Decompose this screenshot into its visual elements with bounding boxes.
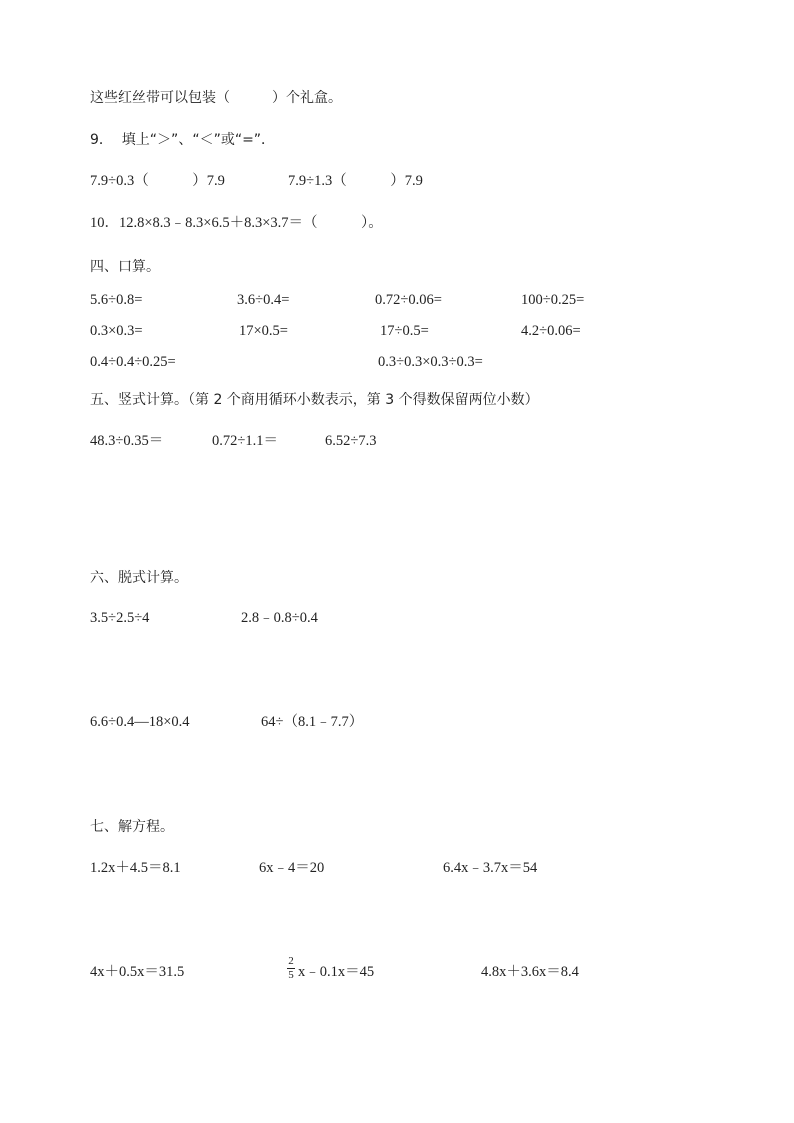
vertical-calc-item: 6.52÷7.3 — [325, 433, 377, 449]
vertical-calc-item: 48.3÷0.35＝ — [90, 433, 164, 449]
fraction-two-fifths — [287, 956, 295, 981]
step-calc-item: 6.6÷0.4—18×0.4 — [90, 714, 190, 730]
equation-item: 1.2x＋4.5＝8.1 — [90, 860, 181, 876]
section-6-title: 六、脱式计算。 — [90, 570, 188, 586]
oral-calc-item: 0.3×0.3= — [90, 323, 143, 339]
fraction-denominator: 5 — [288, 969, 294, 981]
oral-calc-item: 3.6÷0.4= — [237, 292, 290, 308]
oral-calc-item: 0.3÷0.3×0.3÷0.3= — [378, 354, 483, 370]
oral-calc-item: 17×0.5= — [239, 323, 288, 339]
equation-item: 4.8x＋3.6x＝8.4 — [481, 964, 579, 980]
q9-title: 9． 填上“＞”、“＜”或“=”． — [90, 132, 276, 148]
oral-calc-item: 0.4÷0.4÷0.25= — [90, 354, 176, 370]
equation-item: 6x﹣4＝20 — [259, 860, 325, 876]
section-4-title: 四、口算。 — [90, 259, 160, 275]
equation-item: x﹣0.1x＝45 — [298, 964, 375, 980]
equation-item: 6.4x﹣3.7x＝54 — [443, 860, 538, 876]
step-calc-item: 64÷（8.1﹣7.7） — [261, 714, 364, 730]
oral-calc-item: 4.2÷0.06= — [521, 323, 581, 339]
section-5-title: 五、竖式计算。（第 2 个商用循环小数表示，第 3 个得数保留两位小数） — [90, 392, 539, 408]
oral-calc-item: 17÷0.5= — [380, 323, 429, 339]
step-calc-item: 3.5÷2.5÷4 — [90, 610, 150, 626]
fraction-numerator: 2 — [288, 955, 294, 967]
oral-calc-item: 0.72÷0.06= — [375, 292, 442, 308]
section-7-title: 七、解方程。 — [90, 819, 174, 835]
oral-calc-item: 5.6÷0.8= — [90, 292, 143, 308]
q9-item-2: 7.9÷1.3（ ）7.9 — [288, 173, 423, 189]
vertical-calc-item: 0.72÷1.1＝ — [212, 433, 278, 449]
equation-item: 4x＋0.5x＝31.5 — [90, 964, 185, 980]
oral-calc-item: 100÷0.25= — [521, 292, 585, 308]
q10-text: 10．12.8×8.3﹣8.3×6.5＋8.3×3.7＝（ ）。 — [90, 215, 383, 231]
q9-item-1: 7.9÷0.3（ ）7.9 — [90, 173, 225, 189]
q8-tail-text: 这些红丝带可以包装（ ）个礼盒。 — [90, 90, 342, 106]
step-calc-item: 2.8﹣0.8÷0.4 — [241, 610, 318, 626]
